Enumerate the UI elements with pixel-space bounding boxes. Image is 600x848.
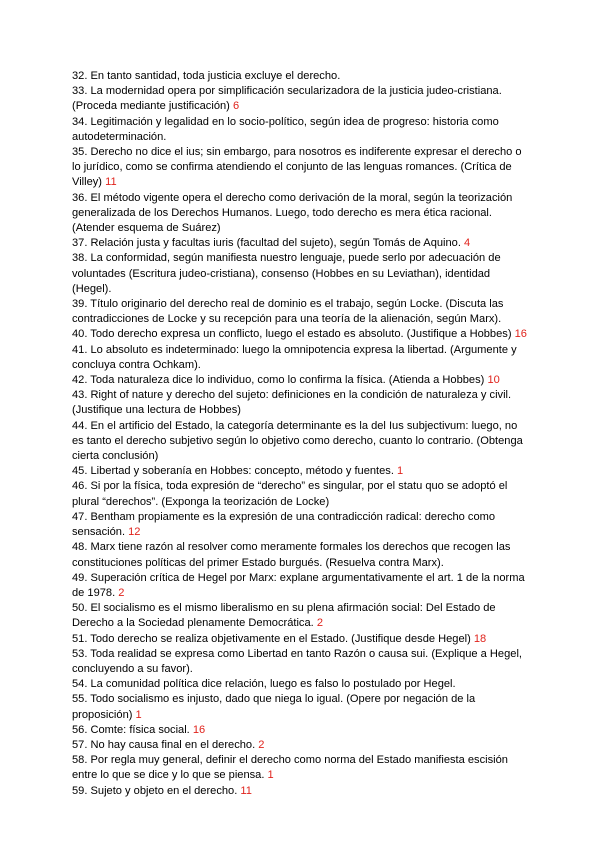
item-count: 4 (464, 237, 471, 250)
item-count: 2 (118, 586, 125, 599)
list-item (72, 236, 530, 251)
item-text: 41. Lo absoluto es indeterminado: luego la omnipotencia expresa la libertad. (Argumente y concluya contra Ochkam). (72, 343, 517, 371)
item-text: 47. Bentham propiamente es la expresión de una contradicción radical: derecho como sensación. (72, 510, 496, 539)
item-text: 50. El socialismo es el mismo liberalismo en su plena afirmación social: Del Estado de Derecho a la Sociedad plenamente Democrática. (72, 602, 496, 630)
list-item (72, 540, 530, 570)
list-item (72, 784, 530, 799)
item-text: 32. En tanto santidad, toda justicia excluye el derecho. (72, 70, 341, 82)
list-item (72, 723, 530, 738)
item-text: 53. Toda realidad se expresa como Libertad en tanto Razón o causa sui. (Explique a Hegel, concluyendo a su favor). (72, 647, 522, 675)
list-item (72, 251, 530, 297)
list-item (72, 464, 530, 479)
list-item (72, 677, 530, 692)
list-item (72, 510, 530, 540)
item-text: 36. El método vigente opera el derecho como derivación de la moral, según la teorización generalizada de los Derechos Humanos. Luego, todo derecho es mera ética racional. (Atender esquema de Suárez) (72, 191, 513, 235)
item-text: 45. Libertad y soberanía en Hobbes: concepto, método y fuentes. (72, 465, 398, 478)
item-text: 59. Sujeto y objeto en el derecho. (72, 784, 241, 797)
list-item (72, 647, 530, 677)
item-text: 34. Legitimación y legalidad en lo socio-político, según idea de progreso: historia como autodeterminación. (72, 115, 499, 143)
item-text: 48. Marx tiene razón al resolver como meramente formales los derechos que recogen las constituciones políticas del primer Estado burgués. (Resuelva contra Marx). (72, 541, 511, 569)
item-text: 33. La modernidad opera por simplificación secularizadora de la justicia judeo-cristiana. (Proceda mediante justificación) (72, 85, 502, 113)
list-item (72, 388, 530, 418)
item-count: 16 (192, 723, 206, 736)
list-item (72, 419, 530, 465)
list-item (72, 692, 530, 722)
item-text: 43. Right of nature y derecho del sujeto: definiciones en la condición de naturaleza y civil. (Justifique una lectura de Hobbes) (72, 389, 512, 417)
item-count: 16 (514, 328, 527, 341)
list-item (72, 632, 530, 647)
item-text: 38. La conformidad, según manifiesta nuestro lenguaje, puede serlo por adecuación de voluntades (Escritura judeo-cristiana), consenso (Hobbes en su Leviathan), identidad (Hegel). (72, 252, 501, 295)
list-item (72, 69, 530, 84)
list-item (72, 753, 530, 783)
item-text: 37. Relación justa y facultas iuris (facultad del sujeto), según Tomás de Aquino. (72, 237, 464, 250)
item-count: 1 (267, 769, 274, 782)
item-count: 11 (105, 176, 117, 189)
list-item (72, 601, 530, 631)
list-item (72, 373, 530, 388)
item-text: 55. Todo socialismo es injusto, dado que niega lo igual. (Opere por negación de la proposición) (72, 693, 476, 721)
list-item (72, 84, 530, 114)
item-count: 6 (232, 100, 240, 113)
document-page (72, 69, 530, 799)
list-item (72, 479, 530, 509)
item-count: 10 (487, 374, 500, 387)
list-item (72, 115, 530, 145)
item-text: 54. La comunidad política dice relación, luego es falso lo postulado por Hegel. (72, 678, 456, 691)
item-count: 2 (316, 617, 323, 630)
item-text: 49. Superación crítica de Hegel por Marx: explane argumentativamente el art. 1 de la norma de 1978. (72, 571, 525, 599)
item-text: 56. Comte: física social. (72, 723, 193, 736)
item-text: 46. Si por la física, toda expresión de “derecho” es singular, por el statu quo se adoptó el plural “derechos”. (Exponga la teorización de Locke) (72, 480, 508, 508)
item-text: 39. Título originario del derecho real de dominio es el trabajo, según Locke. (Discuta las contradicciones de Locke y su recepción para una teoría de la alienación, según Marx). (72, 298, 504, 326)
item-count: 12 (128, 526, 141, 539)
item-text: 51. Todo derecho se realiza objetivamente en el Estado. (Justifique desde Hegel) (72, 632, 474, 645)
item-text: 44. En el artificio del Estado, la categoría determinante es la del Ius subjectivum: luego, no es tanto el derecho subjetivo según lo objetivo como derecho, cuanto lo contrario. (Obtenga cierta conclusión) (72, 419, 523, 463)
item-text: 58. Por regla muy general, definir el derecho como norma del Estado manifiesta escisión entre lo que se dice y lo que se piensa. (72, 754, 508, 782)
item-count: 1 (135, 708, 142, 721)
item-count: 1 (397, 465, 404, 478)
list-item (72, 738, 530, 753)
item-text: 35. Derecho no dice el ius; sin embargo, para nosotros es indiferente expresar el derecho o lo jurídico, como se confirma atendiendo el conjunto de las lenguas romances. (Crítica de Villey) (72, 146, 522, 189)
list-item (72, 571, 530, 601)
item-text: 57. No hay causa final en el derecho. (72, 738, 259, 751)
item-text: 42. Toda naturaleza dice lo individuo, como lo confirma la física. (Atienda a Hobbes) (72, 374, 488, 387)
item-count: 2 (258, 738, 265, 751)
list-item (72, 327, 530, 342)
list-item (72, 343, 530, 373)
item-count: 18 (473, 632, 487, 645)
list-item (72, 145, 530, 191)
item-count: 11 (240, 784, 252, 797)
list-item (72, 191, 530, 237)
list-item (72, 297, 530, 327)
item-text: 40. Todo derecho expresa un conflicto, luego el estado es absoluto. (Justifique a Hobbes) (72, 328, 515, 341)
